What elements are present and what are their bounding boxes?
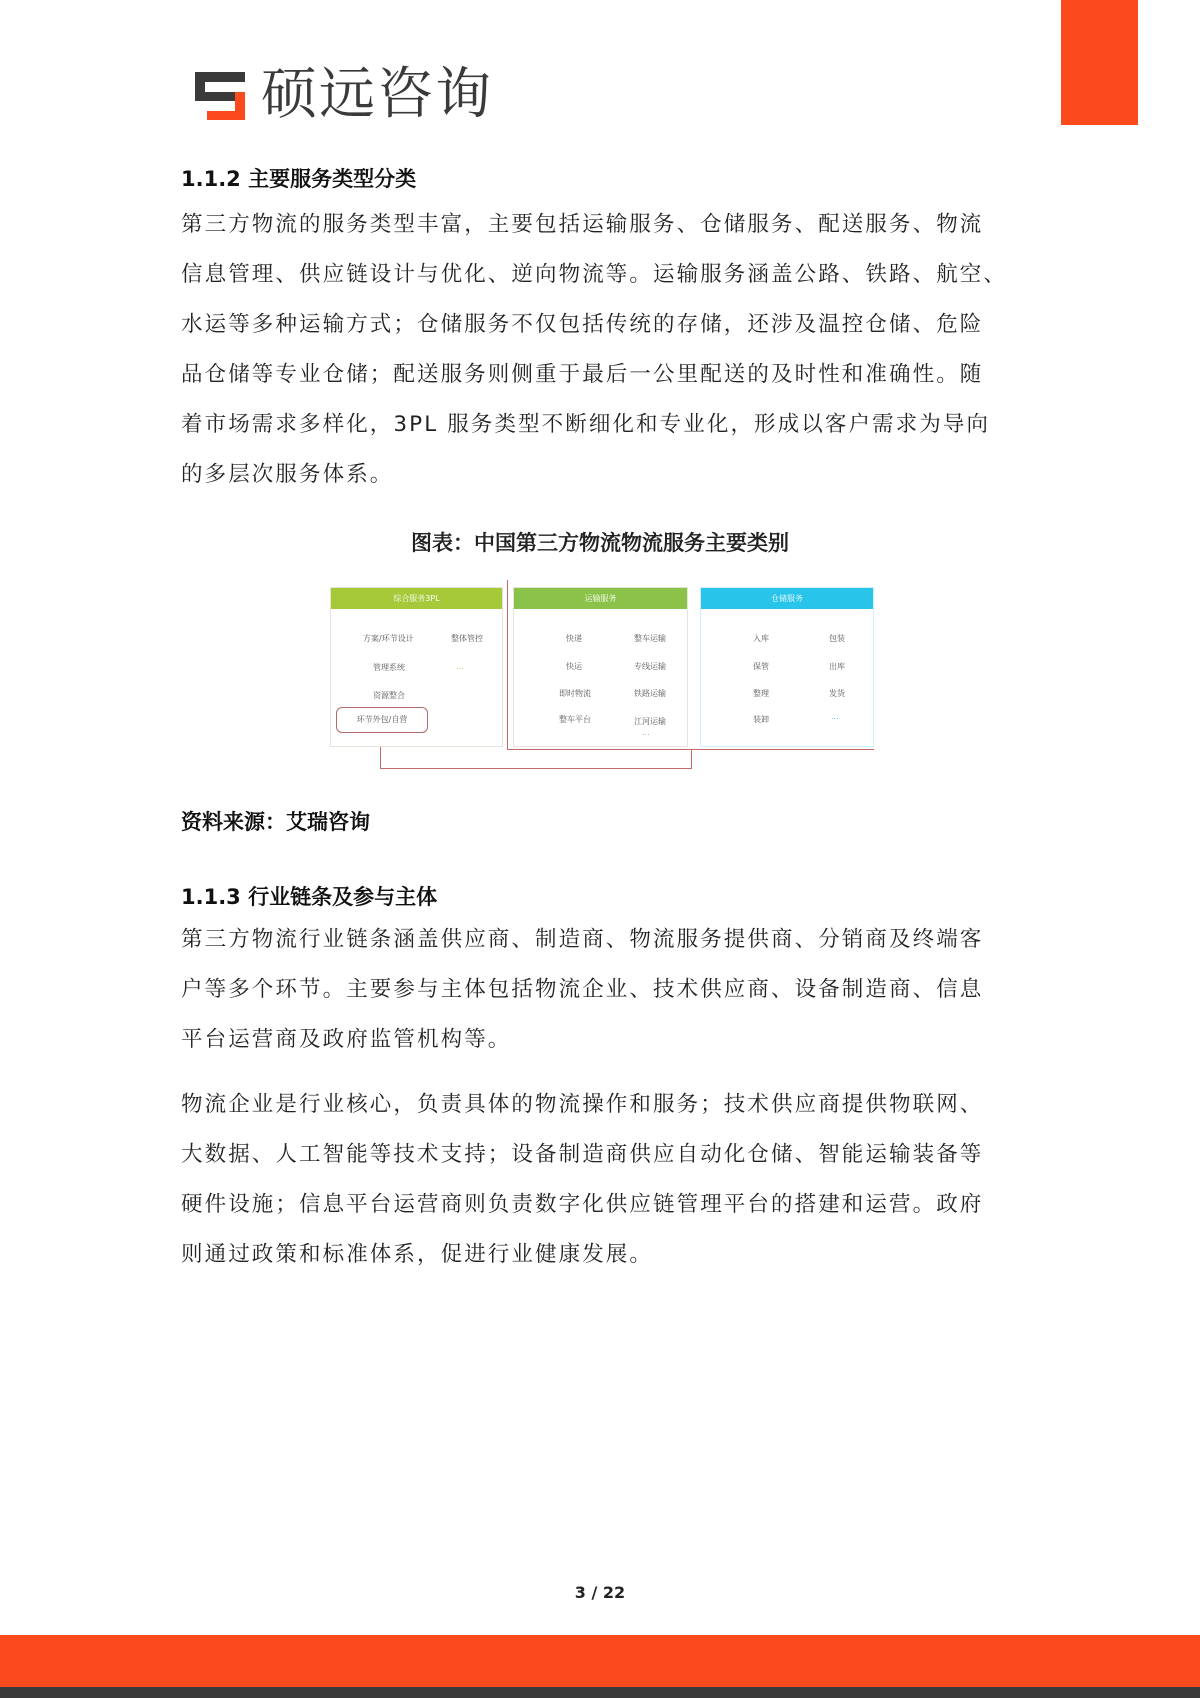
box-item: 快递 xyxy=(566,634,582,643)
box-item: 整理 xyxy=(753,689,769,698)
text-line: 品仓储等专业仓储；配送服务则侧重于最后一公里配送的及时性和准确性。随 xyxy=(181,362,984,387)
connector-line xyxy=(691,750,692,769)
text-line: 着市场需求多样化，3PL 服务类型不断细化和专业化，形成以客户需求为导向 xyxy=(181,412,991,437)
section-heading-1-1-3: 1.1.3 行业链条及参与主体 xyxy=(181,885,438,909)
box-header: 运输服务 xyxy=(514,588,687,609)
connector-line xyxy=(507,580,508,750)
figure-caption: 图表：中国第三方物流物流服务主要类别 xyxy=(411,531,789,555)
box-item: 保管 xyxy=(753,662,769,671)
text-line: 信息管理、供应链设计与优化、逆向物流等。运输服务涵盖公路、铁路、航空、 xyxy=(181,262,1008,287)
service-categories-figure xyxy=(328,585,874,775)
box-header: 综合服务3PL xyxy=(331,588,502,609)
box-item: 铁路运输 xyxy=(634,689,666,698)
box-item: ... xyxy=(642,728,650,737)
box-item: 专线运输 xyxy=(634,662,666,671)
box-item: 管理系统 xyxy=(373,663,405,672)
text-line: 硬件设施；信息平台运营商则负责数字化供应链管理平台的搭建和运营。政府 xyxy=(181,1192,984,1217)
box-item: ... xyxy=(831,712,839,721)
box-item: 包装 xyxy=(829,634,845,643)
text-line: 物流企业是行业核心，负责具体的物流操作和服务；技术供应商提供物联网、 xyxy=(181,1092,984,1117)
box-item: 出库 xyxy=(829,662,845,671)
box-item-highlighted: 环节外包/自营 xyxy=(336,707,428,733)
text-line: 户等多个环节。主要参与主体包括物流企业、技术供应商、设备制造商、信息 xyxy=(181,977,984,1002)
brand-logo xyxy=(195,62,493,128)
orange-corner-tab xyxy=(1061,0,1138,125)
text-line: 水运等多种运输方式；仓储服务不仅包括传统的存储，还涉及温控仓储、危险 xyxy=(181,312,984,337)
box-item: 整体管控 xyxy=(451,634,483,643)
footer-accent-bar xyxy=(0,1635,1200,1687)
text-line: 第三方物流的服务类型丰富，主要包括运输服务、仓储服务、配送服务、物流 xyxy=(181,212,984,237)
section2-paragraph-1 xyxy=(181,915,983,1065)
footer-dark-strip xyxy=(0,1687,1200,1698)
box-item: 装卸 xyxy=(753,715,769,724)
box-item: 即时物流 xyxy=(559,689,591,698)
logo-text: 硕远咨询 xyxy=(261,62,493,127)
box-item: 资源整合 xyxy=(373,691,405,700)
box-item: 入库 xyxy=(753,634,769,643)
section2-paragraph-2 xyxy=(181,1080,983,1280)
page-number: 3 / 22 xyxy=(574,1583,626,1602)
box-item: 江河运输 xyxy=(634,717,666,726)
logo-mark-icon xyxy=(195,68,249,122)
section1-paragraph xyxy=(181,200,1007,500)
text-line: 平台运营商及政府监管机构等。 xyxy=(181,1027,512,1052)
figure-source: 资料来源：艾瑞咨询 xyxy=(181,810,370,834)
text-line: 的多层次服务体系。 xyxy=(181,462,394,487)
box-item: 发货 xyxy=(829,689,845,698)
box-warehousing xyxy=(700,587,874,747)
section-heading-1-1-2: 1.1.2 主要服务类型分类 xyxy=(181,167,417,191)
box-item: 快运 xyxy=(566,662,582,671)
box-item: 整车运输 xyxy=(634,634,666,643)
text-line: 大数据、人工智能等技术支持；设备制造商供应自动化仓储、智能运输装备等 xyxy=(181,1142,984,1167)
box-item: ... xyxy=(456,662,464,671)
box-item: 整车平台 xyxy=(559,715,591,724)
box-integrated-3pl xyxy=(330,587,503,747)
box-transport xyxy=(513,587,688,747)
text-line: 第三方物流行业链条涵盖供应商、制造商、物流服务提供商、分销商及终端客 xyxy=(181,927,984,952)
text-line: 则通过政策和标准体系，促进行业健康发展。 xyxy=(181,1242,654,1267)
box-header: 仓储服务 xyxy=(701,588,873,609)
connector-line xyxy=(380,768,692,769)
box-item: 方案/环节设计 xyxy=(363,634,414,643)
